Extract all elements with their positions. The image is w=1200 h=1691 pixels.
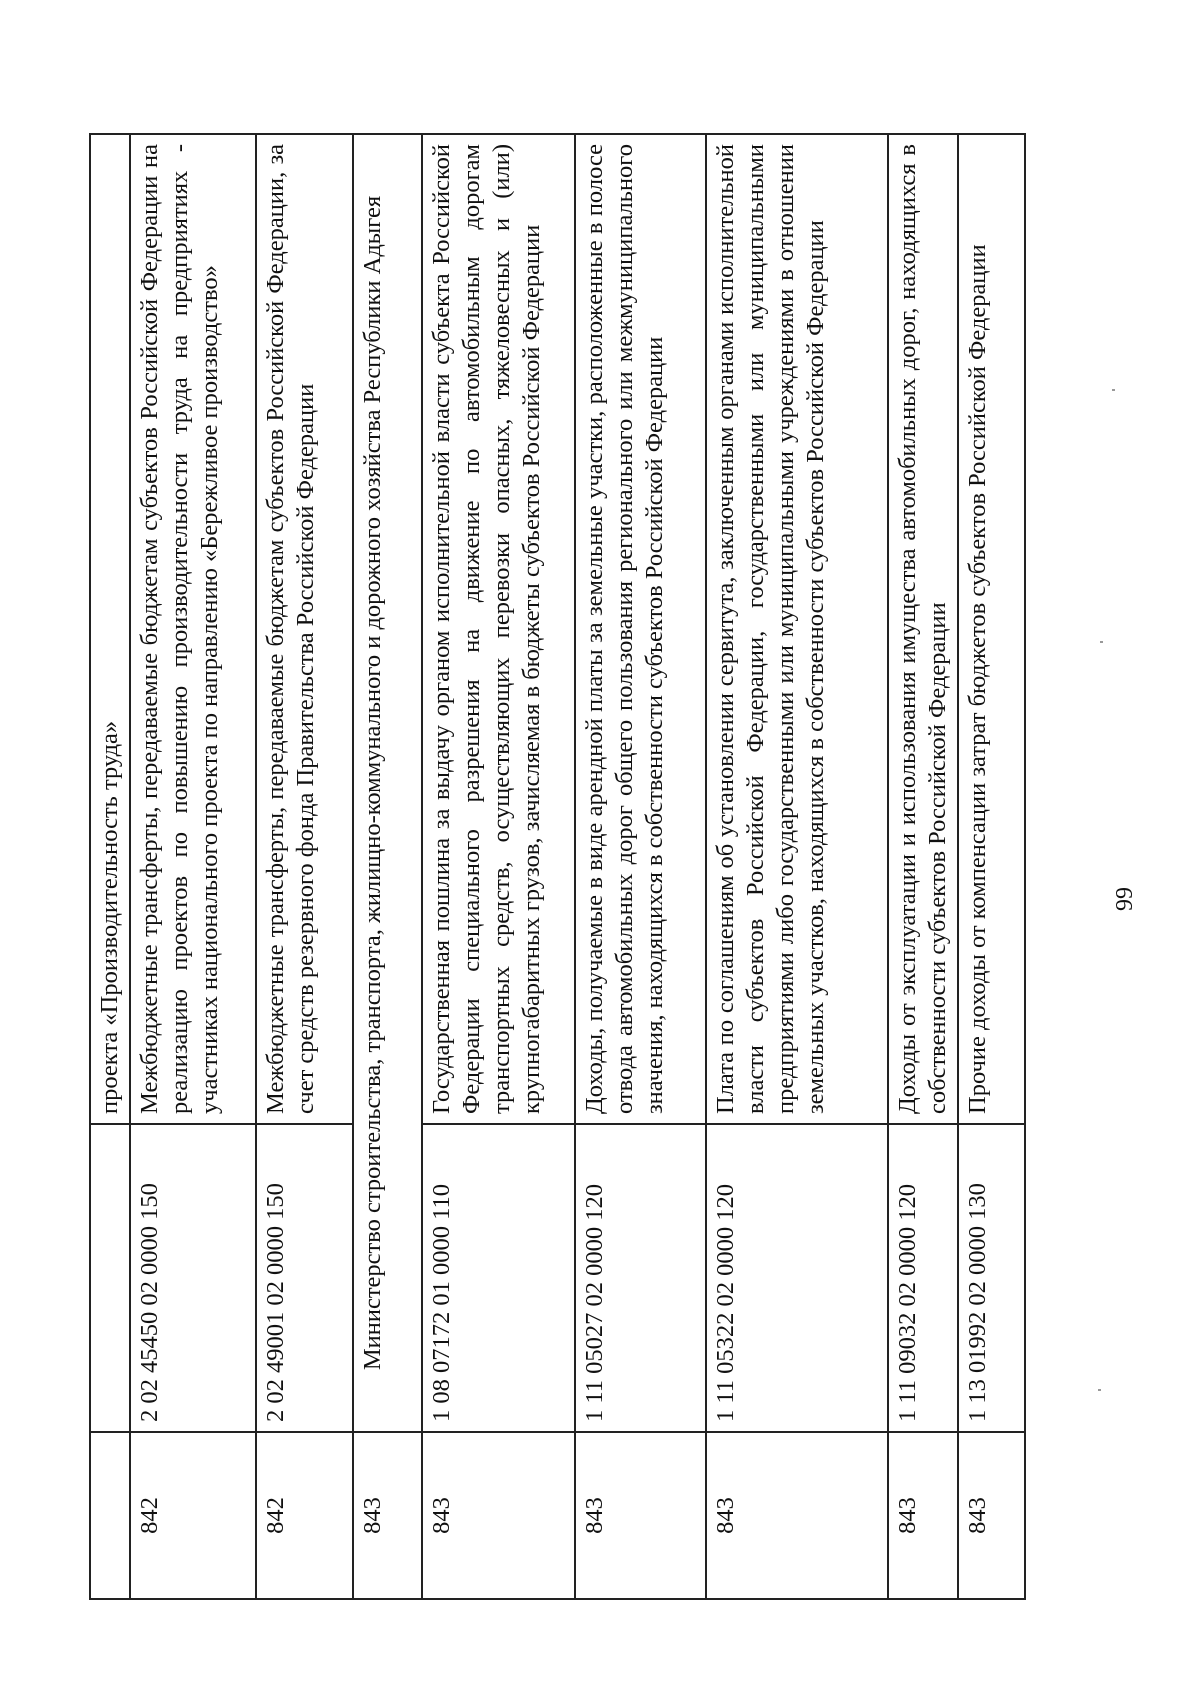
table-row: [888, 134, 958, 1599]
revenue-name-cell: проекта «Производительность труда»: [90, 134, 130, 1124]
table-row: [130, 134, 256, 1599]
revenue-codes-table: [89, 133, 1026, 1600]
table-row: [575, 134, 706, 1599]
admin-code-cell: [90, 1432, 130, 1599]
page-number: 99: [1112, 887, 1138, 911]
budget-code-cell: 1 08 07172 01 0000 110: [422, 1124, 575, 1432]
admin-code-cell: 842: [130, 1432, 256, 1599]
revenue-name-cell: Государственная пошлина за выдачу органом исполнительной власти субъекта Российской Федерации специального разрешения на движение по автомобильным дорогам транспортных средств, осуществляющих перевозки опасных, тяжеловесных и (или) крупногабаритных грузов, зачисляемая в бюджеты субъектов Российской Федерации: [422, 134, 575, 1124]
budget-code-cell: 1 13 01992 02 0000 130: [958, 1124, 1025, 1432]
budget-code-cell: 2 02 49001 02 0000 150: [256, 1124, 353, 1432]
budget-code-cell: 1 11 09032 02 0000 120: [888, 1124, 958, 1432]
scan-speck: [1112, 389, 1115, 391]
admin-code-cell: 843: [958, 1432, 1025, 1599]
rotated-page: [0, 61, 1200, 1691]
budget-code-cell: 1 11 05027 02 0000 120: [575, 1124, 706, 1432]
admin-code-cell: 843: [353, 1432, 422, 1599]
budget-code-cell: 1 11 05322 02 0000 120: [706, 1124, 888, 1432]
revenue-name-cell: Плата по соглашениям об установлении сервитута, заключенным органами исполнительной власти субъектов Российской Федерации, государственными или муниципальными предприятиями либо государственными или муниципальными учреждениями в отношении земельных участков, находящихся в собственности субъектов Российской Федерации: [706, 134, 888, 1124]
admin-code-cell: 843: [888, 1432, 958, 1599]
revenue-name-cell: Доходы от эксплуатации и использования имущества автомобильных дорог, находящихся в собственности субъектов Российской Федерации: [888, 134, 958, 1124]
table-row: [706, 134, 888, 1599]
revenue-name-cell: Межбюджетные трансферты, передаваемые бюджетам субъектов Российской Федерации, за счет средств резервного фонда Правительства Российской Федерации: [256, 134, 353, 1124]
revenue-name-cell: Межбюджетные трансферты, передаваемые бюджетам субъектов Российской Федерации на реализацию проектов по повышению производительности труда на предприятиях - участниках национального проекта по направлению «Бережливое производство»: [130, 134, 256, 1124]
table-row: [958, 134, 1025, 1599]
table-row: [90, 134, 130, 1599]
revenue-name-cell: Доходы, получаемые в виде арендной платы за земельные участки, расположенные в полосе отвода автомобильных дорог общего пользования регионального или межмуниципального значения, находящихся в собственности субъектов Российской Федерации: [575, 134, 706, 1124]
budget-code-cell: 2 02 45450 02 0000 150: [130, 1124, 256, 1432]
section-heading: Министерство строительства, транспорта, жилищно-коммунального и дорожного хозяйства Республики Адыгея: [353, 134, 422, 1432]
admin-code-cell: 843: [706, 1432, 888, 1599]
budget-code-cell: [90, 1124, 130, 1432]
admin-code-cell: 842: [256, 1432, 353, 1599]
table-row: [256, 134, 353, 1599]
revenue-name-cell: Прочие доходы от компенсации затрат бюджетов субъектов Российской Федерации: [958, 134, 1025, 1124]
admin-code-cell: 843: [422, 1432, 575, 1599]
table-row: [422, 134, 575, 1599]
admin-code-cell: 843: [575, 1432, 706, 1599]
scan-speck: [1098, 1389, 1101, 1391]
scan-speck: [1100, 641, 1103, 643]
table-row-section: [353, 134, 422, 1599]
